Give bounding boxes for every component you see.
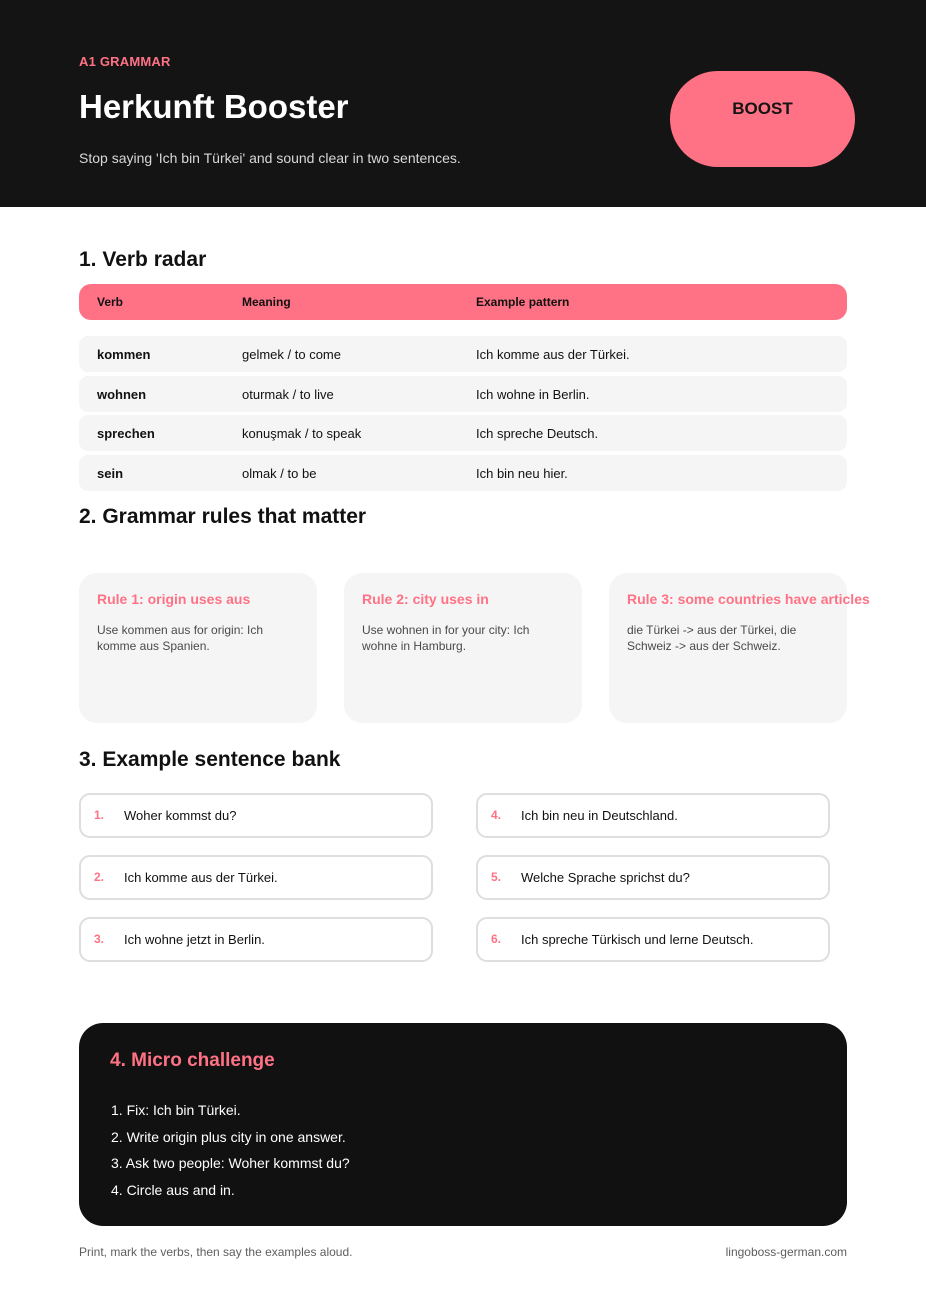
challenge-list <box>111 1101 350 1207</box>
item-number: 4. <box>491 808 502 822</box>
example-sentence: Woher kommst du? <box>124 808 237 823</box>
item-number: 5. <box>491 870 502 884</box>
page-title: Herkunft Booster <box>79 88 349 125</box>
meaning-cell: oturmak / to live <box>242 387 334 402</box>
level-kicker: A1 GRAMMAR <box>79 54 171 69</box>
column-header-verb: Verb <box>97 295 124 309</box>
verb-radar-title: 1. Verb radar <box>79 248 207 271</box>
challenge-item: 2. Write origin plus city in one answer. <box>111 1128 346 1145</box>
item-number: 1. <box>94 808 105 822</box>
verb-cell: sein <box>97 466 124 481</box>
column-header-meaning: Meaning <box>242 295 291 309</box>
rule-card <box>609 573 870 723</box>
list-item <box>79 917 433 962</box>
micro-challenge-card <box>79 1023 847 1226</box>
meaning-cell: olmak / to be <box>242 466 317 481</box>
column-header-example: Example pattern <box>476 295 570 309</box>
example-sentence: Ich wohne jetzt in Berlin. <box>124 932 265 947</box>
rule-title: Rule 2: city uses in <box>362 591 489 607</box>
example-cell: Ich spreche Deutsch. <box>476 426 599 441</box>
rule-card <box>79 573 317 723</box>
list-item <box>79 855 433 900</box>
example-cell: Ich komme aus der Türkei. <box>476 347 630 362</box>
rule-title: Rule 3: some countries have articles <box>627 591 870 607</box>
table-row <box>79 455 847 491</box>
meaning-cell: gelmek / to come <box>242 347 341 362</box>
verb-cell: wohnen <box>97 387 147 402</box>
challenge-item: 1. Fix: Ich bin Türkei. <box>111 1102 241 1118</box>
challenge-item: 3. Ask two people: Woher kommst du? <box>111 1155 350 1171</box>
example-sentence: Ich komme aus der Türkei. <box>124 870 278 885</box>
table-row <box>79 336 847 372</box>
example-sentence: Ich bin neu in Deutschland. <box>521 808 678 823</box>
page-subtitle: Stop saying 'Ich bin Türkei' and sound clear in two sentences. <box>79 150 461 166</box>
list-item <box>476 917 830 962</box>
rule-text: Use kommen aus for origin: Ich komme aus Spanien. <box>97 623 264 653</box>
example-cell: Ich bin neu hier. <box>476 466 568 481</box>
verb-table-header <box>79 284 847 320</box>
rule-text: die Türkei -> aus der Türkei, die Schweiz -> aus der Schweiz. <box>627 623 797 653</box>
list-item <box>476 793 830 838</box>
example-sentence: Ich spreche Türkisch und lerne Deutsch. <box>521 932 754 947</box>
table-row <box>79 415 847 451</box>
rule-title: Rule 1: origin uses aus <box>97 591 251 607</box>
verb-cell: sprechen <box>97 426 155 441</box>
list-item <box>79 793 433 838</box>
micro-challenge-title: 4. Micro challenge <box>110 1050 275 1071</box>
footer-instruction: Print, mark the verbs, then say the examples aloud. <box>79 1245 353 1259</box>
item-number: 2. <box>94 870 105 884</box>
item-number: 6. <box>491 932 502 946</box>
rule-text: Use wohnen in for your city: Ich wohne in Hamburg. <box>362 623 530 653</box>
rule-card <box>344 573 582 723</box>
grammar-rules-title: 2. Grammar rules that matter <box>79 505 367 528</box>
footer-website: lingoboss-german.com <box>725 1245 847 1259</box>
meaning-cell: konuşmak / to speak <box>242 426 362 441</box>
item-number: 3. <box>94 932 105 946</box>
header-banner <box>0 0 926 207</box>
verb-cell: kommen <box>97 347 151 362</box>
sentence-bank-title: 3. Example sentence bank <box>79 748 341 771</box>
example-cell: Ich wohne in Berlin. <box>476 387 590 402</box>
table-row <box>79 376 847 412</box>
boost-button[interactable]: BOOST <box>670 71 855 167</box>
list-item <box>476 855 830 900</box>
example-sentence: Welche Sprache sprichst du? <box>521 870 690 885</box>
challenge-item: 4. Circle aus and in. <box>111 1181 235 1198</box>
